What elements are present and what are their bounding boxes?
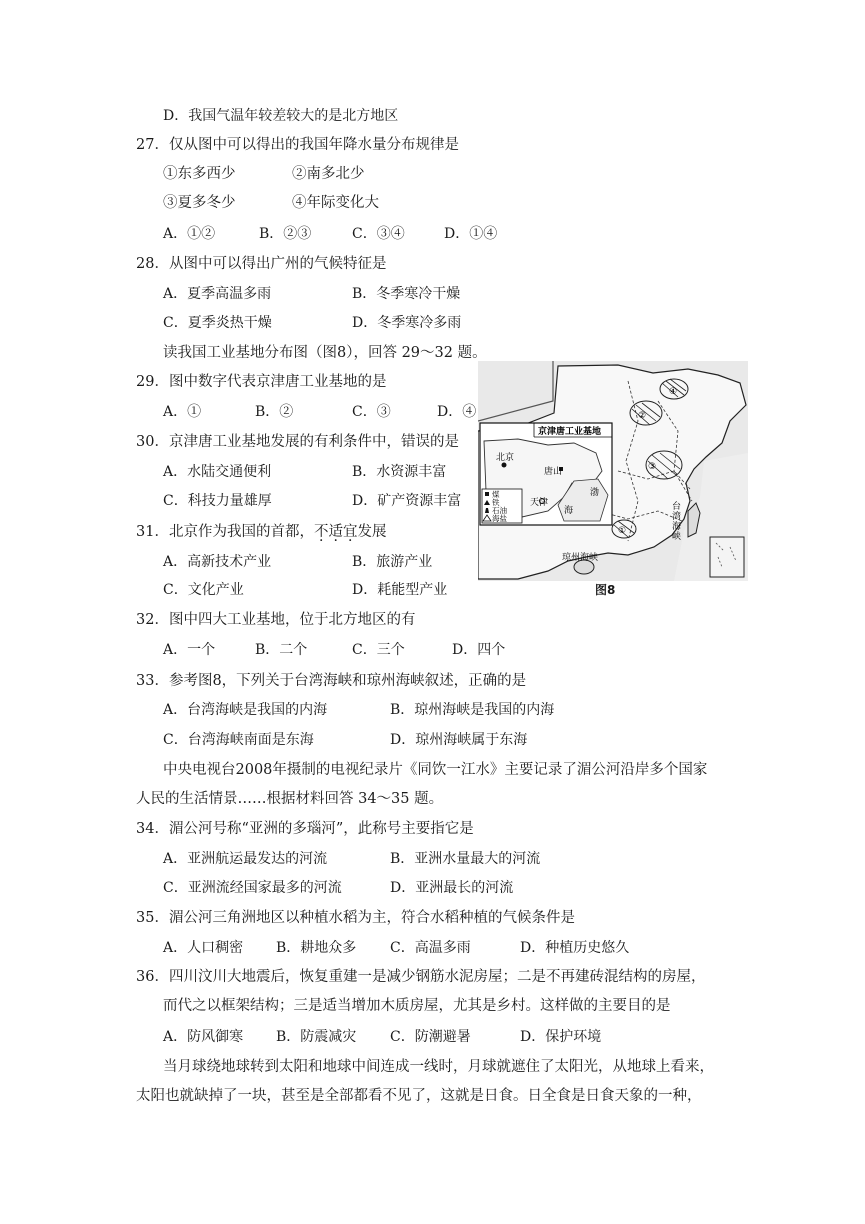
q29-stem: 29．图中数字代表京津唐工业基地的是: [136, 374, 387, 390]
base-marker-4: ④: [669, 387, 678, 397]
q27-item-3: ③夏多冬少: [163, 195, 236, 211]
city-beijing: 北京: [496, 453, 515, 463]
q30-option-c: C．科技力量雄厚: [163, 493, 272, 509]
q27-option-b: B．②③: [259, 226, 312, 242]
q34-option-d: D．亚洲最长的河流: [390, 880, 514, 896]
q34-option-b: B．亚洲水量最大的河流: [390, 851, 541, 867]
q34-option-c: C．亚洲流经国家最多的河流: [163, 880, 342, 896]
q29-option-b: B．②: [255, 404, 294, 420]
q27-item-4: ④年际变化大: [292, 195, 379, 211]
q35-option-a: A．人口稠密: [163, 940, 244, 956]
q33-option-a: A．台湾海峡是我国的内海: [163, 702, 328, 718]
q31-stem-part-a: 31．北京作为我国的首都，: [136, 524, 314, 540]
q33-option-b: B．琼州海峡是我国的内海: [390, 702, 555, 718]
q30-option-d: D．矿产资源丰富: [352, 493, 462, 509]
q36-option-a: A．防风御寒: [163, 1029, 244, 1045]
q36-option-d: D．保护环境: [520, 1029, 602, 1045]
q26-option-d: D．我国气温年较差较大的是北方地区: [163, 108, 399, 124]
figure-8-industrial-base-map: [478, 361, 748, 581]
base-marker-2: ②: [638, 411, 647, 421]
q31-emphasis-3: 宜: [342, 524, 358, 540]
q32-option-b: B．二个: [255, 642, 308, 658]
q30-option-b: B．水资源丰富: [352, 464, 447, 480]
legend-oil: 石油: [492, 506, 507, 515]
q32-option-d: D．四个: [452, 642, 506, 658]
q30-option-a: A．水陆交通便利: [163, 464, 272, 480]
qiongzhou-strait-label: 琼州海峡: [562, 553, 599, 563]
q30-stem: 30．京津唐工业基地发展的有利条件中，错误的是: [136, 434, 459, 450]
jingjintang-inset: [480, 423, 612, 525]
q31-stem-part-c: 发展: [357, 524, 387, 540]
taiwan-strait-label-3: 海: [672, 522, 682, 532]
q28-option-d: D．冬季寒冷多雨: [352, 315, 462, 331]
q36-option-b: B．防震减灾: [276, 1029, 357, 1045]
q36-stem-line-1: 36．四川汶川大地震后，恢复重建一是减少钢筋水泥房屋；二是不再建砖混结构的房屋，: [136, 969, 706, 985]
legend-iron: 铁: [492, 498, 500, 507]
q27-stem: 27．仅从图中可以得出的我国年降水量分布规律是: [136, 137, 459, 153]
eclipse-passage-line-2: 太阳也就缺掉了一块，甚至是全部都看不见了，这就是日食。日全食是日食天象的一种，: [136, 1088, 702, 1104]
q28-option-a: A．夏季高温多雨: [163, 286, 272, 302]
q27-option-c: C．③④: [352, 226, 405, 242]
q33-stem: 33．参考图8，下列关于台湾海峡和琼州海峡叙述，正确的是: [136, 673, 527, 689]
q27-option-a: A．①②: [163, 226, 216, 242]
q35-option-b: B．耕地众多: [276, 940, 357, 956]
taiwan-strait-label-4: 峡: [672, 532, 682, 542]
q28-option-c: C．夏季炎热干燥: [163, 315, 272, 331]
intro-29-32: 读我国工业基地分布图（图8），回答 29～32 题。: [163, 345, 487, 361]
q35-stem: 35．湄公河三角洲地区以种植水稻为主，符合水稻种植的气候条件是: [136, 910, 575, 926]
figure-8-caption: 图8: [595, 583, 616, 597]
sea-label-hai: 海: [564, 506, 574, 516]
legend-sea-salt: 海盐: [492, 514, 507, 523]
base-marker-3: ③: [648, 462, 657, 472]
q31-emphasis-1: 不: [313, 524, 329, 540]
inset-title: 京津唐工业基地: [538, 427, 602, 437]
taiwan-strait-label-2: 湾: [672, 512, 682, 522]
q28-option-b: B．冬季寒冷干燥: [352, 286, 461, 302]
q31-option-b: B．旅游产业: [352, 554, 433, 570]
sea-label-bo: 渤: [590, 488, 600, 498]
q32-option-a: A．一个: [163, 642, 216, 658]
intro-34-35-line-2: 人民的生活情景……根据材料回答 34～35 题。: [136, 791, 444, 807]
q36-stem-line-2: 而代之以框架结构；三是适当增加木质房屋，尤其是乡村。这样做的主要目的是: [163, 998, 671, 1014]
q32-stem: 32．图中四大工业基地，位于北方地区的有: [136, 612, 416, 628]
q29-option-c: C．③: [352, 404, 391, 420]
q35-option-c: C．高温多雨: [390, 940, 471, 956]
q34-stem: 34．湄公河号称“亚洲的多瑙河”，此称号主要指它是: [136, 821, 474, 837]
taiwan-strait-label-1: 台: [672, 502, 682, 512]
q28-stem: 28．从图中可以得出广州的气候特征是: [136, 256, 387, 272]
intro-34-35-line-1: 中央电视台2008年摄制的电视纪录片《同饮一江水》主要记录了湄公河沿岸多个国家: [163, 762, 708, 778]
q27-item-2: ②南多北少: [292, 166, 365, 182]
q33-option-c: C．台湾海峡南面是东海: [163, 732, 314, 748]
q35-option-d: D．种植历史悠久: [520, 940, 630, 956]
q31-option-c: C．文化产业: [163, 582, 244, 598]
legend-coal: 煤: [492, 490, 500, 499]
south-china-sea-inset: [710, 537, 744, 577]
q31-emphasis-2: 适: [328, 524, 343, 540]
q31-option-a: A．高新技术产业: [163, 554, 272, 570]
city-tianjin: 天津: [530, 498, 549, 508]
city-tangshan: 唐山: [544, 467, 563, 477]
q34-option-a: A．亚洲航运最发达的河流: [163, 851, 328, 867]
eclipse-passage-line-1: 当月球绕地球转到太阳和地球中间连成一线时，月球就遮住了太阳光，从地球上看来，: [163, 1059, 714, 1075]
q36-option-c: C．防潮避暑: [390, 1029, 471, 1045]
q27-option-d: D．①④: [444, 226, 498, 242]
q29-option-a: A．①: [163, 404, 202, 420]
base-marker-1: ①: [618, 526, 627, 536]
q33-option-d: D．琼州海峡属于东海: [390, 732, 528, 748]
q27-item-1: ①东多西少: [163, 166, 236, 182]
q31-option-d: D．耗能型产业: [352, 582, 448, 598]
q32-option-c: C．三个: [352, 642, 405, 658]
q29-option-d: D．④: [437, 404, 477, 420]
q31-stem: [136, 522, 386, 542]
